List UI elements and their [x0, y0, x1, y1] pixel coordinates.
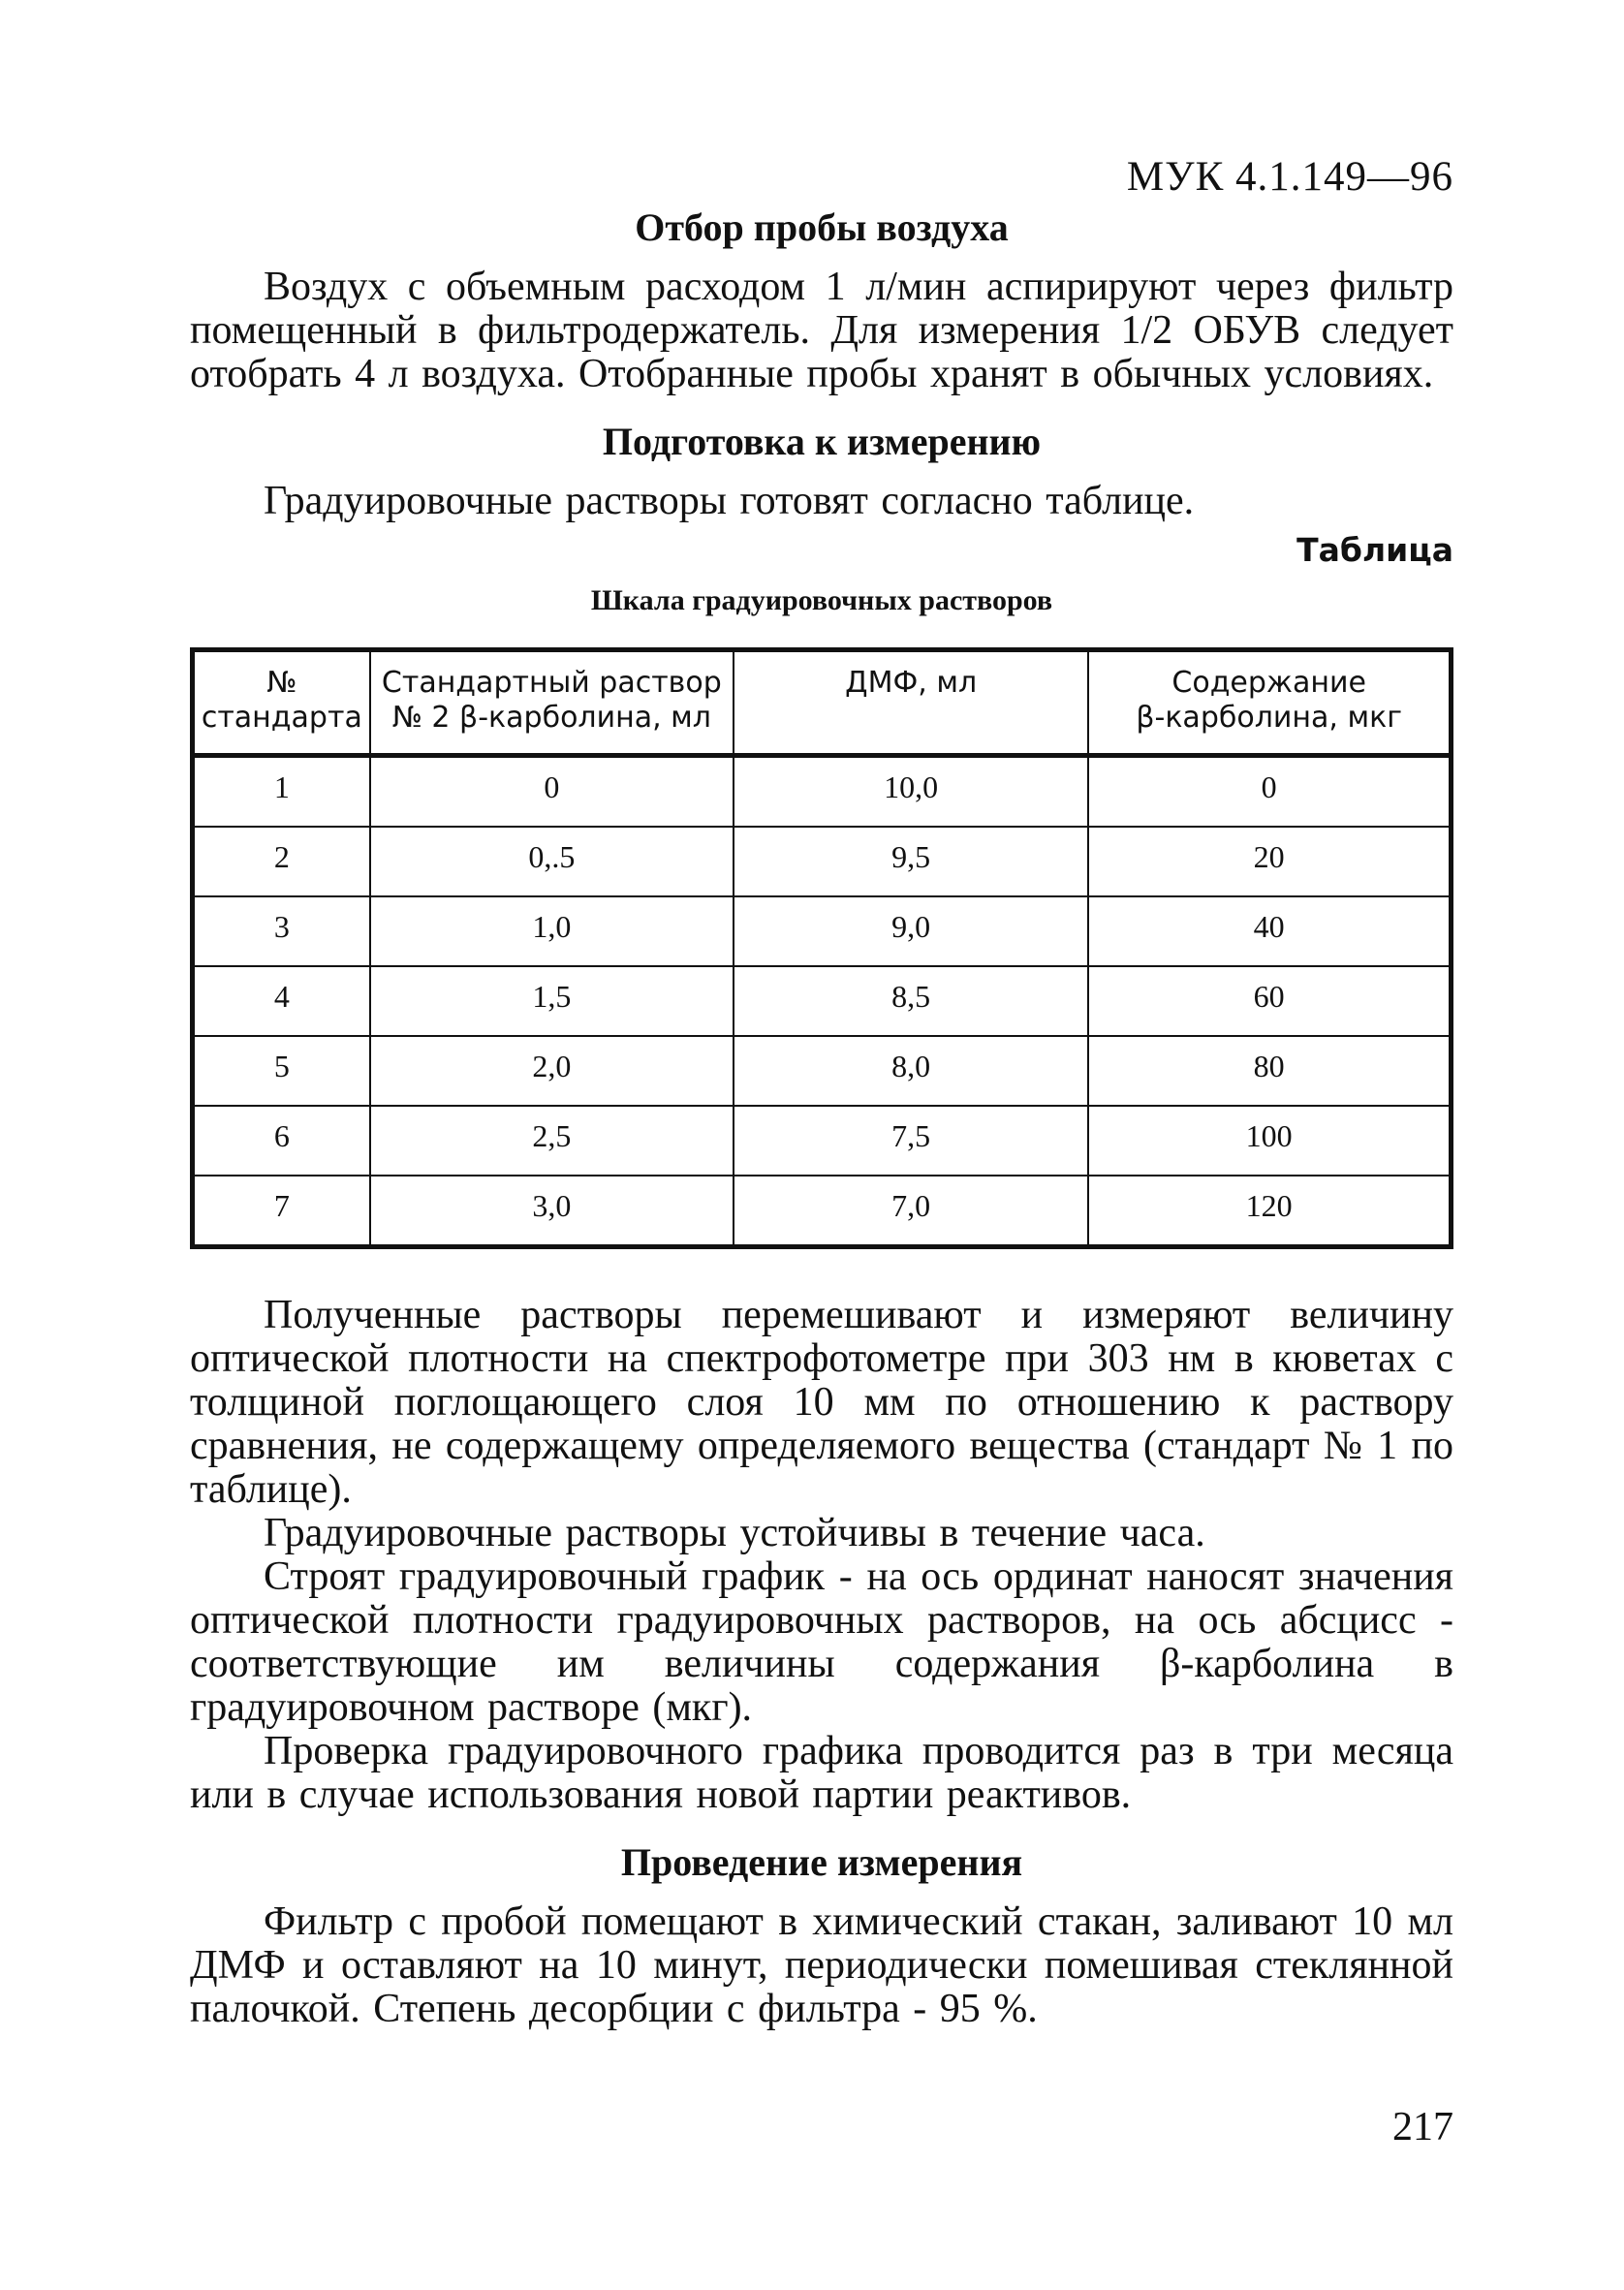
measurement-paragraph: Фильтр с пробой помещают в химический стакан, заливают 10 мл ДМФ и оставляют на 10 минут, периодически помешивая стеклянной палочкой. Степень десорбции с фильтра - 95 %.: [190, 1899, 1453, 2031]
document-code: МУК 4.1.149—96: [1126, 154, 1453, 200]
table-cell: 0: [1088, 756, 1451, 828]
body-paragraph: Проверка градуировочного графика проводится раз в три месяца или в случае использования новой партии реактивов.: [190, 1729, 1453, 1817]
table-cell: 6: [193, 1106, 370, 1176]
table-cell: 1: [193, 756, 370, 828]
table-row: [193, 896, 1452, 966]
calibration-table: [190, 647, 1453, 1249]
table-cell: 8,0: [734, 1036, 1088, 1106]
header-line: Содержание: [1171, 666, 1366, 700]
table-row: [193, 827, 1452, 896]
results-text: [190, 1294, 1453, 1817]
table-row: [193, 1106, 1452, 1176]
header-line: стандарта: [201, 701, 362, 735]
table-cell: 80: [1088, 1036, 1451, 1106]
header-content: [1088, 650, 1451, 756]
table-cell: 10,0: [734, 756, 1088, 828]
table-cell: 1,0: [370, 896, 734, 966]
table-cell: 120: [1088, 1176, 1451, 1247]
table-cell: 7,0: [734, 1176, 1088, 1247]
header-standard-number: [193, 650, 370, 756]
preparation-paragraph: Градуировочные растворы готовят согласно таблице.: [264, 479, 1195, 523]
table-cell: 5: [193, 1036, 370, 1106]
document-page: [190, 145, 1453, 2200]
header-line: №: [266, 666, 297, 700]
section-title-preparation: Подготовка к измерению: [602, 420, 1042, 463]
header-line: β-карболина, мкг: [1136, 701, 1402, 735]
header-dmf: [734, 650, 1088, 756]
page-number: 217: [1392, 2105, 1453, 2149]
table-cell: 3: [193, 896, 370, 966]
table-cell: 7,5: [734, 1106, 1088, 1176]
table-cell: 0,.5: [370, 827, 734, 896]
header-line: № 2 β-карболина, мл: [391, 701, 711, 735]
table-cell: 1,5: [370, 966, 734, 1036]
table-cell: 3,0: [370, 1176, 734, 1247]
section-title-measurement: Проведение измерения: [620, 1840, 1023, 1884]
table-label: Таблица: [1296, 531, 1453, 569]
table-cell: 9,5: [734, 827, 1088, 896]
header-line: ДМФ, мл: [845, 666, 978, 700]
table-cell: 2,0: [370, 1036, 734, 1106]
table-cell: 20: [1088, 827, 1451, 896]
section-title-sampling: Отбор пробы воздуха: [635, 205, 1009, 249]
table-row: [193, 1036, 1452, 1106]
table-cell: 2,5: [370, 1106, 734, 1176]
table-cell: 60: [1088, 966, 1451, 1036]
table-row: [193, 756, 1452, 828]
table-cell: 4: [193, 966, 370, 1036]
table-cell: 8,5: [734, 966, 1088, 1036]
table-cell: 0: [370, 756, 734, 828]
header-line: Стандартный раствор: [381, 666, 722, 700]
table-caption: Шкала градуировочных растворов: [590, 584, 1053, 616]
body-paragraph: Полученные растворы перемешивают и измеряют величину оптической плотности на спектрофотометре при 303 нм в кюветах с толщиной поглощающего слоя 10 мм по отношению к раствору сравнения, не содержащему определяемого вещества (стандарт № 1 по таблице).: [190, 1293, 1453, 1512]
sampling-paragraph: Воздух с объемным расходом 1 л/мин аспирируют через фильтр помещенный в фильтродержатель. Для измерения 1/2 ОБУВ следует отобрать 4 л воздуха. Отобранные пробы хранят в обычных условиях.: [190, 265, 1453, 396]
table-cell: 2: [193, 827, 370, 896]
body-paragraph: Градуировочные растворы устойчивы в течение часа.: [264, 1511, 1205, 1555]
table-cell: 9,0: [734, 896, 1088, 966]
table-row: [193, 966, 1452, 1036]
table-header-row: [193, 650, 1452, 756]
table-row: [193, 1176, 1452, 1247]
table-cell: 100: [1088, 1106, 1451, 1176]
table-cell: 40: [1088, 896, 1451, 966]
header-standard-solution: [370, 650, 734, 756]
body-paragraph: Строят градуировочный график - на ось ординат наносят значения оптической плотности градуировочных растворов, на ось абсцисс - соответствующие им величины содержания β-карболина в градуировочном растворе (мкг).: [190, 1554, 1453, 1730]
table-cell: 7: [193, 1176, 370, 1247]
